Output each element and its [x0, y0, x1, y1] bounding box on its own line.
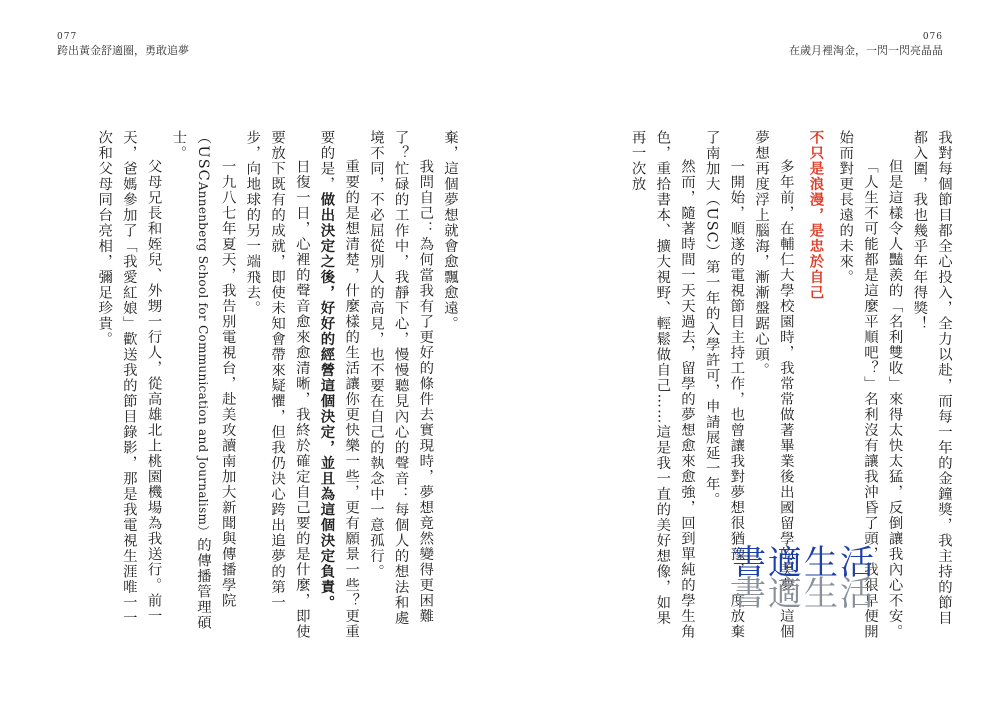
- left-running-title: 跨出黃金舒適圈，勇敢追夢: [57, 44, 189, 57]
- school-name-english: Annenberg School for Communication and Journalism）: [195, 181, 210, 538]
- right-running-title: 在歲月裡淘金，一閃一閃亮晶晶: [789, 44, 943, 57]
- right-page-header: [789, 30, 943, 58]
- paragraph: 「人生不可能都是這麼平順吧？」名利沒有讓我沖昏了頭，我很早便開始而對更長遠的未來。: [837, 130, 878, 640]
- paragraph: 多年前，在輔仁大學校園時，我常常做著畢業後出國留學的美夢，這個夢想再度浮上腦海，漸漸盤踞心頭。: [753, 130, 794, 640]
- left-page-header: [57, 30, 189, 58]
- watermark-secondary: 書適生活: [732, 574, 876, 614]
- paragraph: 但是這樣令人豔羨的「名利雙收」來得太快太猛，反倒讓我內心不安。: [886, 158, 903, 640]
- paragraph: 我問自己：為何當我有了更好的條件去實現時，夢想竟然變得更困難了？忙碌的工作中，我靜下心，慢慢聽見內心的聲音：每個人的想法和處境不同，不必屈從別人的高見，也不要在自己的執念中一意孤行。: [367, 130, 434, 626]
- paragraph-text: 重要的是想清楚，什麼樣的生活讓你更快樂一些，更有願景一些？更重要的是，: [318, 130, 360, 640]
- paragraph-text: 一九八七年夏天，我告別電視台，赴美攻讀南加大新聞與傳播學院（USC: [194, 130, 236, 609]
- paragraph: 我對每個節目都全心投入，全力以赴，而每一年的金鐘獎，我主持的節目都入圍，我也幾乎年年得獎！: [911, 130, 952, 626]
- left-page-number: 077: [57, 32, 78, 42]
- paragraph: 父母兄長和姪兒、外甥一行人，從高雄北上桃園機場為我送行。前一天，爸媽參加了「我愛紅娘」歡送我的節目錄影，那是我電視生涯唯一一次和父母同台亮相，彌足珍貴。: [96, 130, 162, 626]
- paragraph: 日復一日，心裡的聲音愈來愈清晰，我終於確定自己要的是什麼，即使要放下既有的成就，即使未知會帶來疑懼，但我仍決心跨出追夢的第一步，向地球的另一端飛去。: [244, 130, 310, 640]
- left-page-body: [62, 130, 462, 640]
- section-heading: 不只是浪漫，是忠於自己: [807, 130, 825, 301]
- paragraph: 然而，隨著時間一天天過去，留學的夢想愈來愈強，回到單純的學生角色，重拾書本、擴大視野、輕鬆做自己……這是我一直的美好想像，如果再一次放: [629, 130, 695, 640]
- watermark-primary: 書適生活: [732, 543, 876, 583]
- paragraph: [166, 130, 240, 640]
- paragraph: 一開始，順遂的電視節目主持工作，也曾讓我對夢想很猶豫，一度放棄了南加大（USC）第一年的入學許可，申請展延一年。: [703, 130, 745, 640]
- bold-key-sentence: 做出決定之後，好好的經營這個決定，並且為這個決定負責。: [318, 192, 336, 611]
- paragraph: [314, 130, 363, 640]
- paragraph: 棄，這個夢想就會愈飄愈遠。: [442, 130, 458, 332]
- right-page-number: 076: [922, 32, 943, 42]
- paragraph-text: 的傳播管理碩士。: [170, 130, 211, 631]
